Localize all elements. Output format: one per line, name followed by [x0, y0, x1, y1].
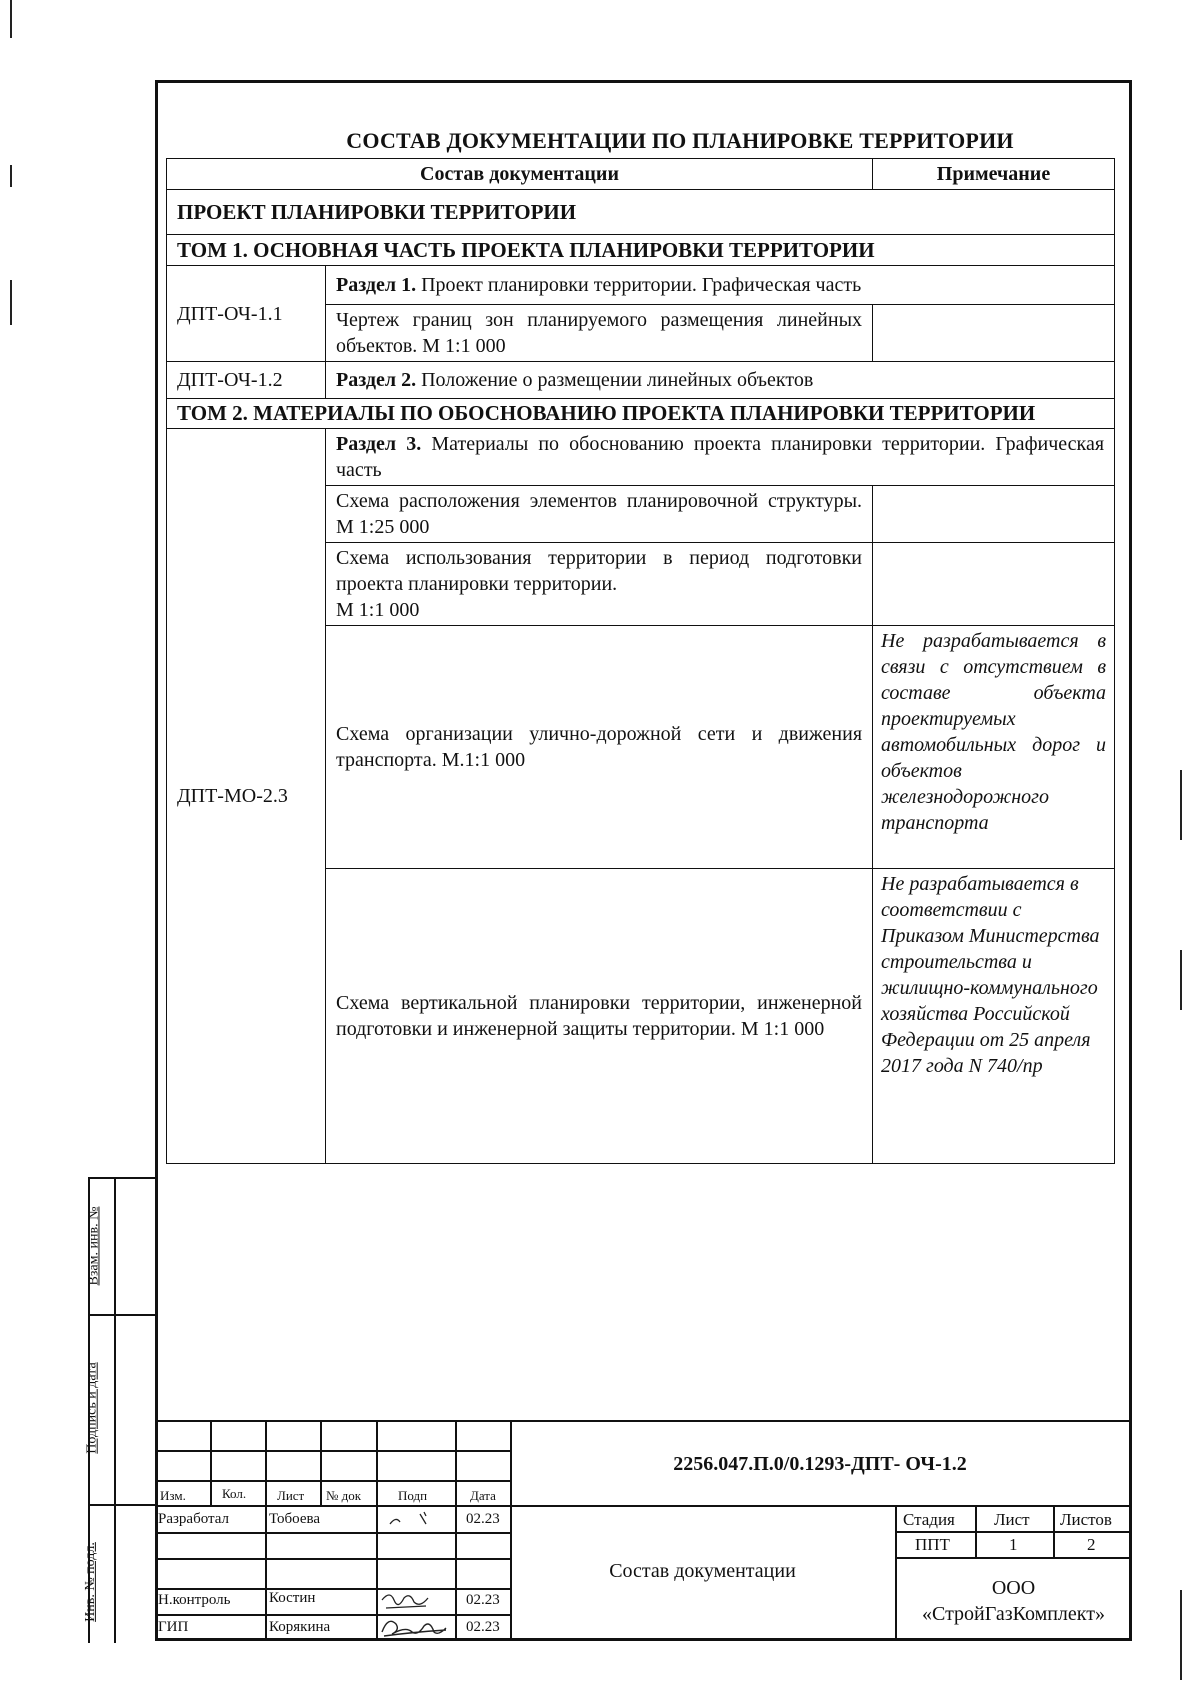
scan-artifact-line: [1180, 950, 1182, 1010]
document-code: 2256.047.П.0/0.1293-ДПТ- ОЧ-1.2: [673, 1453, 967, 1475]
gip-name: Корякина: [269, 1619, 331, 1635]
drawing1-cell: Чертеж границ зон планируемого размещения линейных объектов. М 1:1 000: [326, 305, 873, 362]
side-label-signature-date: Подпись и дата: [84, 1362, 100, 1454]
list-value: 1: [1009, 1535, 1018, 1554]
scheme1-cell: Схема расположения элементов планировочной структуры. М 1:25 000: [326, 486, 873, 543]
tom1-heading: ТОМ 1. ОСНОВНАЯ ЧАСТЬ ПРОЕКТА ПЛАНИРОВКИ ТЕРРИТОРИИ: [167, 235, 1115, 266]
table-row: [167, 235, 1115, 266]
scheme3-note: Не разрабатывается в связи с отсутствием в составе объекта проектируемых автомобильных дорог и объектов железнодорожного транспорта: [873, 626, 1115, 869]
page-title: СОСТАВ ДОКУМЕНТАЦИИ ПО ПЛАНИРОВКЕ ТЕРРИТОРИИ: [346, 128, 1014, 153]
section1-cell: [326, 266, 1115, 305]
documentation-table: [166, 158, 1115, 1164]
stamp-col-doc: № док: [326, 1488, 362, 1503]
stamp-col-izm: Изм.: [160, 1488, 186, 1503]
side-label-vzam: Взам. инв. №: [86, 1206, 102, 1286]
code-cell-1-1: ДПТ-ОЧ-1.1: [167, 266, 326, 362]
scan-artifact-line: [1180, 1590, 1182, 1680]
stamp-col-list: Лист: [277, 1488, 305, 1503]
section1-label: Раздел 1.: [336, 274, 417, 296]
note-cell-empty: [873, 305, 1115, 362]
column-header-composition: Состав документации: [167, 159, 873, 190]
stamp-col-sign: Подп: [398, 1488, 428, 1503]
nkontrol-name: Костин: [269, 1590, 316, 1606]
section3-text: Материалы по обоснованию проекта планировки территории. Графическая часть: [336, 433, 1105, 481]
nkontrol-date: 02.23: [466, 1592, 500, 1608]
developed-label: Разработал: [158, 1511, 230, 1527]
list-header: Лист: [994, 1510, 1030, 1529]
gip-label: ГИП: [158, 1619, 189, 1635]
table-row: [167, 429, 1115, 486]
code-cell-1-2: ДПТ-ОЧ-1.2: [167, 362, 326, 399]
table-row: [167, 266, 1115, 305]
side-label-inventory: Инв. № подл.: [82, 1542, 98, 1622]
section3-cell: [326, 429, 1115, 486]
stage-header: Стадия: [903, 1510, 955, 1529]
column-header-note: Примечание: [873, 159, 1115, 190]
gip-date: 02.23: [466, 1619, 500, 1635]
developed-name: Тобоева: [269, 1511, 321, 1527]
scheme2-scale: М 1:1 000: [336, 599, 420, 621]
scan-artifact-line: [1180, 770, 1182, 840]
scheme3-cell: Схема организации улично-дорожной сети и движения транспорта. М.1:1 000: [326, 626, 873, 869]
scheme4-note: Не разрабатывается в соответствии с Приказом Министерства строительства и жилищно-коммунального хозяйства Российской Федерации от 25 апреля 2017 года N 740/пр: [873, 869, 1115, 1164]
section2-text: Положение о размещении линейных объектов: [416, 369, 814, 391]
table-row: [167, 190, 1115, 235]
scheme4-cell: Схема вертикальной планировки территории, инженерной подготовки и инженерной защиты территории. М 1:1 000: [326, 869, 873, 1164]
scheme2-cell: [326, 543, 873, 626]
scan-artifact-line: [10, 165, 12, 187]
scan-artifact-line: [10, 0, 12, 38]
note-cell-empty: [873, 486, 1115, 543]
stamp-col-kol: Кол.: [222, 1486, 247, 1501]
stage-value: ППТ: [915, 1535, 950, 1554]
signature-nkontrol: [378, 1588, 448, 1614]
signature-developed: [380, 1508, 450, 1530]
scheme2-text: Схема использования территории в период подготовки проекта планировки территории.: [336, 547, 863, 595]
developed-date: 02.23: [466, 1511, 500, 1527]
project-heading: ПРОЕКТ ПЛАНИРОВКИ ТЕРРИТОРИИ: [167, 190, 1115, 235]
table-row: [167, 399, 1115, 429]
scan-artifact-line: [10, 280, 12, 325]
org-line-2: «СтройГазКомплект»: [922, 1603, 1105, 1625]
nkontrol-label: Н.контроль: [158, 1592, 231, 1608]
tom2-heading: ТОМ 2. МАТЕРИАЛЫ ПО ОБОСНОВАНИЮ ПРОЕКТА ПЛАНИРОВКИ ТЕРРИТОРИИ: [167, 399, 1115, 429]
section2-label: Раздел 2.: [336, 369, 417, 391]
lists-value: 2: [1087, 1535, 1096, 1554]
stamp-col-date: Дата: [470, 1488, 496, 1503]
note-cell-empty: [873, 543, 1115, 626]
org-line-1: ООО: [991, 1577, 1036, 1599]
code-cell-2-3: ДПТ-МО-2.3: [167, 429, 326, 1164]
organization-name: [895, 1575, 1132, 1627]
section1-text: Проект планировки территории. Графическая часть: [416, 274, 862, 296]
table-header-row: [167, 159, 1115, 190]
signature-gip: [378, 1614, 454, 1640]
sheet-name: Состав документации: [609, 1560, 796, 1582]
section3-label: Раздел 3.: [336, 433, 422, 455]
table-row: [167, 362, 1115, 399]
section2-cell: [326, 362, 1115, 399]
lists-header: Листов: [1060, 1510, 1112, 1529]
